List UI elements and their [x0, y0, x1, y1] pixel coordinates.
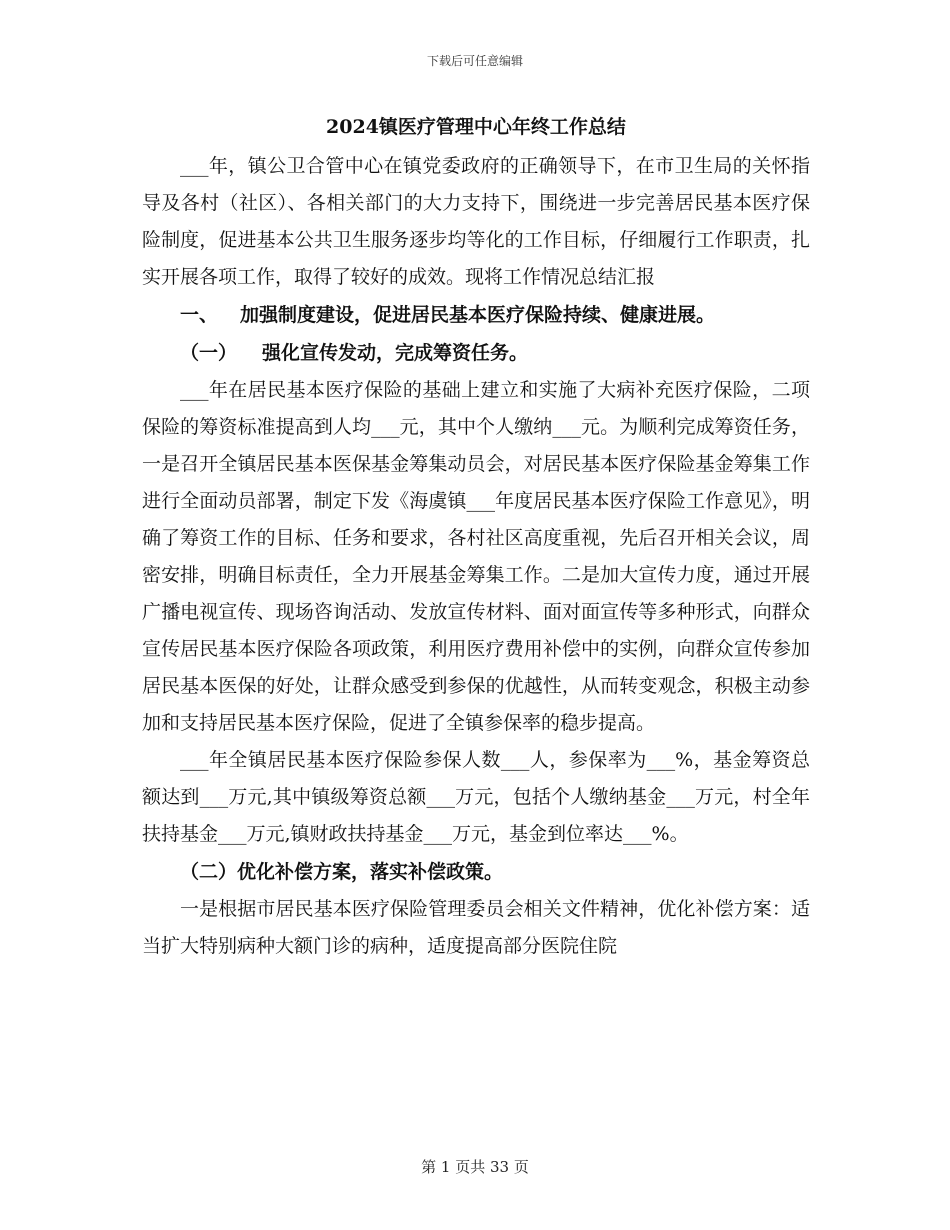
- document-title: 2024镇医疗管理中心年终工作总结: [326, 116, 626, 138]
- subsection-number: （二）: [180, 861, 238, 883]
- paragraph-statistics: ___年全镇居民基本医疗保险参保人数___人，参保率为___%，基金筹资总额达到___万元,其中镇级筹资总额___万元，包括个人缴纳基金___万元，村全年扶持基金___万元,镇财政扶持基金___万元，基金到位率达___%。: [142, 749, 810, 845]
- paragraph-compensation: 一是根据市居民基本医疗保险管理委员会相关文件精神，优化补偿方案：适当扩大特别病种大额门诊的病种，适度提高部分医院住院: [142, 898, 810, 957]
- subsection-title: 强化宣传发动，完成筹资任务。: [262, 342, 529, 364]
- subsection-title: 优化补偿方案，落实补偿政策。: [237, 861, 504, 883]
- subsection-heading-2: [142, 853, 810, 891]
- document-body: [142, 112, 810, 965]
- subsection-number: （一）: [180, 342, 238, 364]
- page-footer: 第 1 页共 33 页: [421, 1158, 529, 1176]
- section-title: 加强制度建设，促进居民基本医疗保险持续、健康进展。: [240, 304, 716, 326]
- subsection-heading-1: [142, 334, 810, 372]
- page-header: 下载后可任意编辑: [426, 54, 523, 68]
- intro-paragraph: ___年，镇公卫合管中心在镇党委政府的正确领导下，在市卫生局的关怀指导及各村（社区）、各相关部门的大力支持下，围绕进一步完善居民基本医疗保险制度，促进基本公共卫生服务逐步均等化的工作目标，仔细履行工作职责，扎实开展各项工作，取得了较好的成效。现将工作情况总结汇报: [142, 155, 810, 288]
- section-heading-1: [142, 296, 810, 334]
- section-number: 一、: [180, 304, 219, 326]
- paragraph-fundraising: ___年在居民基本医疗保险的基础上建立和实施了大病补充医疗保险，二项保险的筹资标准提高到人均___元，其中个人缴纳___元。为顺利完成筹资任务，一是召开全镇居民基本医保基金筹集动员会，对居民基本医疗保险基金筹集工作进行全面动员部署，制定下发《海虞镇___年度居民基本医疗保险工作意见》，明确了筹资工作的目标、任务和要求，各村社区高度重视，先后召开相关会议，周密安排，明确目标责任，全力开展基金筹集工作。二是加大宣传力度，通过开展广播电视宣传、现场咨询活动、发放宣传材料、面对面宣传等多种形式，向群众宣传居民基本医疗保险各项政策，利用医疗费用补偿中的实例，向群众宣传参加居民基本医保的好处，让群众感受到参保的优越性，从而转变观念，积极主动参加和支持居民基本医疗保险，促进了全镇参保率的稳步提高。: [142, 379, 810, 734]
